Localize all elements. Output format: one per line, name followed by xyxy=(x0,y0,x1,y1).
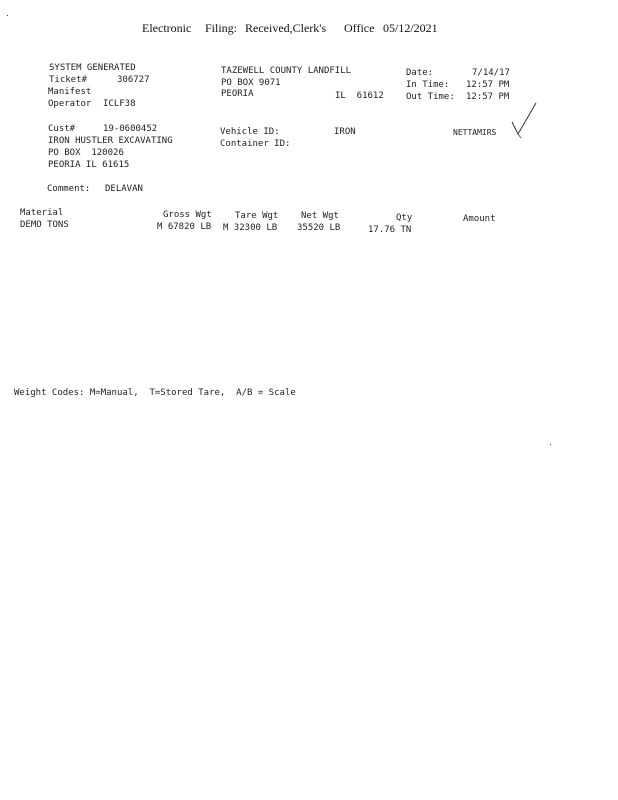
in-time-label: In Time: xyxy=(406,80,450,90)
in-time-value: 12:57 PM xyxy=(466,80,510,90)
row-tare: M 32300 LB xyxy=(223,223,278,233)
filing-label: Filing: xyxy=(205,21,238,35)
customer-city: PEORIA IL 61615 xyxy=(48,160,130,170)
customer-name: IRON HUSTLER EXCAVATING xyxy=(48,136,173,146)
cust-number: 19-0600452 xyxy=(103,124,158,134)
ticket-label: Ticket# xyxy=(49,75,87,85)
comment-value: DELAVAN xyxy=(105,184,143,194)
row-net: 35520 LB xyxy=(297,223,341,233)
handwritten-note: NETTAMIRS xyxy=(453,128,497,137)
ticket-number: 306727 xyxy=(117,75,150,85)
facility-po-box: PO BOX 9071 xyxy=(221,78,281,88)
cust-label: Cust# xyxy=(48,124,76,134)
facility-name: TAZEWELL COUNTY LANDFILL xyxy=(221,66,352,76)
filing-received: Received,Clerk's xyxy=(245,21,327,35)
operator-label: Operator xyxy=(48,99,92,109)
comment-label: Comment: xyxy=(47,184,91,194)
header-tare: Tare Wgt xyxy=(235,211,279,221)
customer-po-box: PO BOX 120026 xyxy=(48,148,124,158)
out-time-value: 12:57 PM xyxy=(466,92,510,102)
date-label: Date: xyxy=(406,68,434,78)
filing-date: 05/12/2021 xyxy=(383,21,438,35)
row-qty: 17.76 TN xyxy=(368,225,412,235)
date-value: 7/14/17 xyxy=(472,68,510,78)
vehicle-label: Vehicle ID: xyxy=(220,127,280,137)
header-material: Material xyxy=(20,208,64,218)
vehicle-value: IRON xyxy=(334,127,356,137)
filing-electronic: Electronic xyxy=(142,21,192,35)
weight-codes: Weight Codes: M=Manual, T=Stored Tare, A/B = Scale xyxy=(14,388,296,398)
manifest-label: Manifest xyxy=(48,87,92,97)
row-gross: M 67820 LB xyxy=(157,222,212,232)
header-gross: Gross Wgt xyxy=(163,210,212,220)
container-label: Container ID: xyxy=(220,139,291,149)
header-qty: Qty xyxy=(396,213,413,223)
header-net: Net Wgt xyxy=(301,211,339,221)
checkmark-icon xyxy=(508,100,542,142)
scan-speck xyxy=(550,444,551,445)
operator-value: ICLF38 xyxy=(103,99,136,109)
filing-office: Office xyxy=(344,21,375,35)
out-time-label: Out Time: xyxy=(406,92,455,102)
facility-state-zip: IL 61612 xyxy=(335,91,384,101)
facility-city: PEORIA xyxy=(221,89,254,99)
header-amount: Amount xyxy=(463,214,496,224)
scan-speck xyxy=(7,15,8,16)
row-material: DEMO TONS xyxy=(20,220,69,230)
system-generated: SYSTEM GENERATED xyxy=(49,63,136,73)
